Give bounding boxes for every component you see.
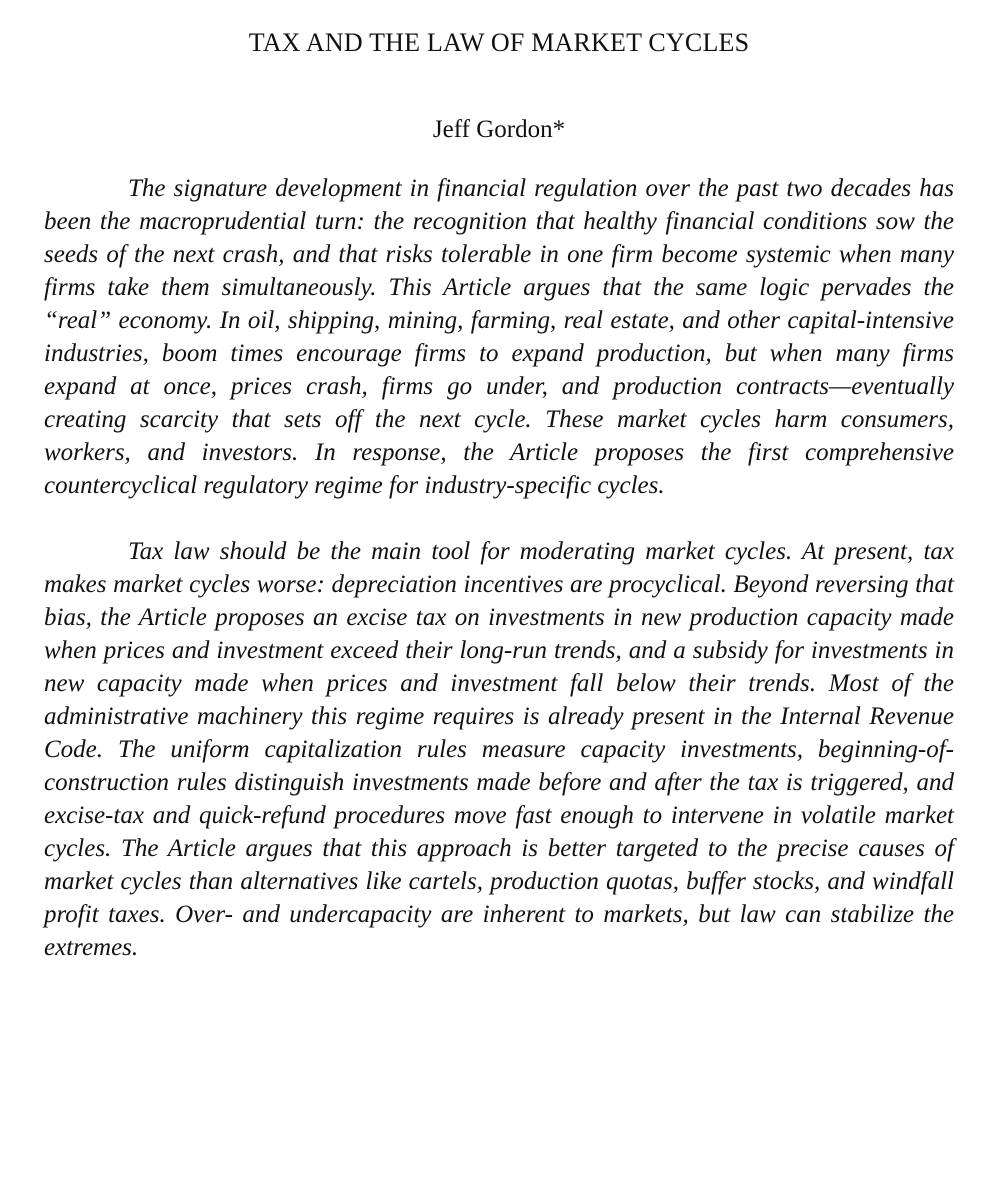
abstract-paragraph-2: Tax law should be the main tool for moderating market cycles. At present, tax makes market cycles worse: depreciation incentives are procyclical. Beyond reversing that bias, the Article proposes an excise tax on investments in new production capacity made when prices and investment exceed their long-run trends, and a subsidy for investments in new capacity made when prices and investment fall below their trends. Most of the administrative machinery this regime requires is already present in the Internal Revenue Code. The uniform capitalization rules measure capacity investments, beginning-of-construction rules distinguish investments made before and after the tax is triggered, and excise-tax and quick-refund procedures move fast enough to intervene in volatile market cycles. The Article argues that this approach is better targeted to the precise causes of market cycles than alternatives like cartels, production quotas, buffer stocks, and windfall profit taxes. Over- and undercapacity are inherent to markets, but law can stabilize the extremes. bbox=[44, 538, 954, 961]
author-name: Jeff Gordon* bbox=[432, 116, 566, 143]
article-title: TAX AND THE LAW OF MARKET CYCLES bbox=[248, 28, 750, 57]
abstract-paragraph-1: The signature development in financial regulation over the past two decades has been the macroprudential turn: the recognition that healthy financial conditions sow the seeds of the next crash, and that risks tolerable in one firm become systemic when many firms take them simultaneously. This Article argues that the same logic pervades the “real” economy. In oil, shipping, mining, farming, real estate, and other capital-intensive industries, boom times encourage firms to expand production, but when many firms expand at once, prices crash, firms go under, and production contracts—eventually creating scarcity that sets off the next cycle. These market cycles harm consumers, workers, and investors. In response, the Article proposes the first comprehensive countercyclical regulatory regime for industry-specific cycles. bbox=[44, 175, 954, 499]
